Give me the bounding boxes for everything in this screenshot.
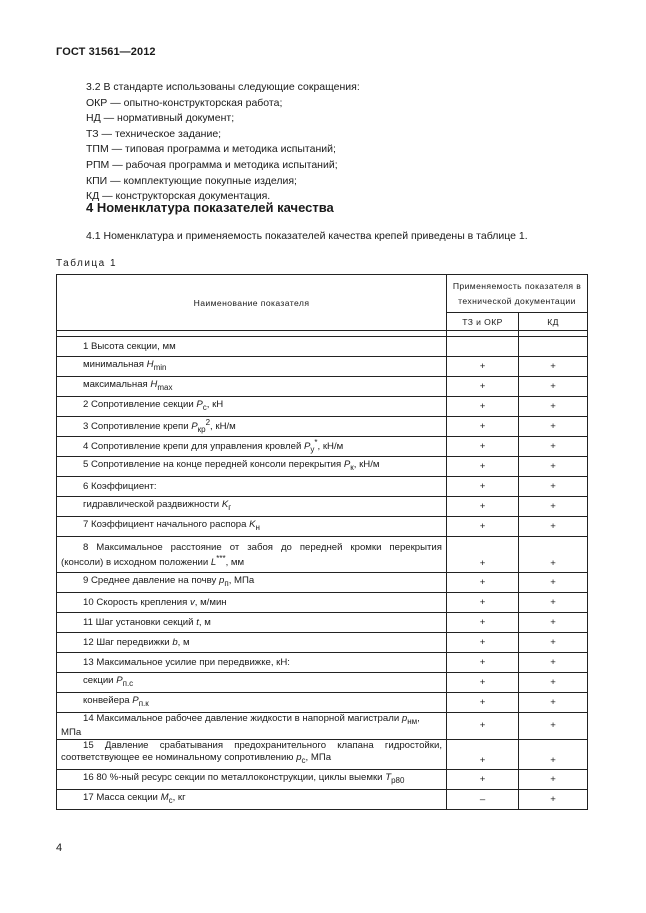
applicability-tz-okr: + (447, 713, 519, 740)
symbol-subscript: с (168, 796, 173, 806)
applicability-tz-okr: + (447, 497, 519, 517)
indicator-name (57, 769, 447, 789)
abbreviations-block (86, 80, 360, 205)
symbol-superscript: * (314, 438, 318, 448)
applicability-tz-okr: + (447, 769, 519, 789)
indicator-unit: , кН (206, 399, 224, 411)
applicability-kd: + (519, 477, 588, 497)
indicator-name (57, 497, 447, 517)
indicator-unit: , м/мин (194, 596, 227, 608)
applicability-kd: + (519, 713, 588, 740)
abbreviation-item: РПМ — рабочая программа и методика испытаний; (86, 158, 338, 171)
applicability-kd: + (519, 633, 588, 653)
applicability-kd: + (519, 437, 588, 457)
symbol-subscript: max (157, 383, 173, 393)
indicator-name (57, 653, 447, 673)
indicator-unit: , мм (225, 557, 245, 569)
applicability-kd: + (519, 673, 588, 693)
table-row (57, 357, 588, 377)
indicator-unit: , кН/м (317, 441, 344, 453)
indicator-text: 17 Масса секции (83, 792, 161, 804)
indicator-symbol: p (296, 751, 302, 763)
abbreviation-item: НД — нормативный документ; (86, 112, 235, 125)
indicator-text: 12 Шаг передвижки (83, 636, 173, 648)
indicator-text: 16 80 %-ный ресурс секции по металлоконструкции, циклы выемки (83, 772, 386, 784)
abbreviation-item: КД — конструкторская документация. (86, 190, 271, 203)
indicator-symbol: p (401, 713, 408, 724)
applicability-tz-okr: + (447, 573, 519, 593)
indicator-text: 11 Шаг установки секций (83, 616, 197, 628)
applicability-tz-okr: + (447, 673, 519, 693)
col-kd-header: КД (519, 313, 588, 331)
table-row (57, 457, 588, 477)
symbol-subscript: г (228, 503, 232, 513)
abbreviation-item: ОКР — опытно-конструкторская работа; (86, 96, 283, 109)
indicator-unit: , МПа (305, 751, 332, 763)
symbol-superscript: *** (216, 554, 226, 564)
table-row (57, 653, 588, 673)
applicability-kd: + (519, 377, 588, 397)
symbol-subscript: min (153, 363, 167, 373)
indicator-text: 1 Высота секции, мм (83, 340, 176, 352)
indicator-text: 4 Сопротивление крепи для управления кровлей (83, 441, 304, 453)
applicability-tz-okr: + (447, 739, 519, 769)
symbol-subscript: п.к (138, 699, 149, 709)
symbol-subscript: н (255, 523, 260, 533)
indicator-symbol: v (189, 596, 195, 608)
indicator-name (57, 693, 447, 713)
applicability-tz-okr: + (447, 517, 519, 537)
table-row (57, 593, 588, 613)
table-row (57, 769, 588, 789)
applicability-tz-okr (447, 337, 519, 357)
indicator-symbol: b (172, 636, 178, 648)
symbol-subscript: р80 (391, 776, 405, 786)
applicability-kd: + (519, 517, 588, 537)
applicability-kd: + (519, 593, 588, 613)
applicability-kd: + (519, 497, 588, 517)
applicability-tz-okr: + (447, 653, 519, 673)
indicator-unit: , кг (172, 792, 186, 804)
symbol-subscript: c (202, 403, 207, 413)
indicator-name (57, 457, 447, 477)
indicator-name (57, 593, 447, 613)
symbol-subscript: нм (407, 716, 418, 726)
indicator-text: 5 Сопротивление на конце передней консоли перекрытия (83, 459, 344, 471)
table-row (57, 673, 588, 693)
indicator-name (57, 673, 447, 693)
applicability-kd (519, 337, 588, 357)
table-row (57, 713, 588, 740)
applicability-kd: + (519, 789, 588, 809)
table-row (57, 789, 588, 809)
indicator-text: 10 Скорость крепления (83, 596, 190, 608)
indicator-symbol: P (343, 459, 351, 471)
indicator-unit: , МПа (61, 713, 420, 739)
indicator-name (57, 573, 447, 593)
indicator-symbol: P (196, 399, 203, 411)
symbol-subscript: к (350, 463, 354, 473)
applicability-tz-okr: + (447, 377, 519, 397)
col-tz-header: ТЗ и ОКР (447, 313, 519, 331)
table-row (57, 337, 588, 357)
table-row (57, 613, 588, 633)
indicator-symbol: T (385, 772, 392, 784)
applicability-kd: + (519, 397, 588, 417)
applicability-tz-okr: + (447, 613, 519, 633)
indicator-name (57, 537, 447, 573)
section-paragraph: 4.1 Номенклатура и применяемость показателей качества крепей приведены в таблице 1. (86, 230, 528, 242)
indicator-name (57, 377, 447, 397)
applicability-kd: + (519, 537, 588, 573)
indicator-text: 7 Коэффициент начального распора (83, 519, 250, 531)
indicator-text: 3 Сопротивление крепи (83, 421, 192, 433)
indicator-name (57, 337, 447, 357)
document-header: ГОСТ 31561—2012 (56, 46, 156, 58)
abbreviation-item: КПИ — комплектующие покупные изделия; (86, 174, 297, 187)
applicability-kd: + (519, 739, 588, 769)
abbreviation-item: ТЗ — техническое задание; (86, 127, 222, 140)
table-row (57, 397, 588, 417)
symbol-subscript: кр (197, 425, 206, 435)
indicator-text: 8 Максимальное расстояние от забоя до передней кромки перекрытия (консоли) в исходном положении (61, 541, 442, 569)
table-caption: Таблица 1 (56, 258, 118, 269)
indicator-text: 13 Максимальное усилие при передвижке, кН: (83, 656, 290, 668)
table-row (57, 633, 588, 653)
symbol-subscript: п (224, 579, 229, 589)
indicator-unit: , МПа (228, 575, 255, 587)
section-title: 4 Номенклатура показателей качества (86, 200, 334, 215)
table-row (57, 377, 588, 397)
indicator-text: гидравлической раздвижности (83, 499, 222, 511)
applicability-kd: + (519, 653, 588, 673)
indicator-unit: , кН/м (353, 459, 380, 471)
applicability-kd: + (519, 457, 588, 477)
applicability-tz-okr: – (447, 789, 519, 809)
quality-indicators-table (56, 274, 588, 810)
symbol-subscript: п.с (122, 679, 134, 689)
indicator-unit: , м (177, 636, 190, 648)
indicator-text: 6 Коэффициент: (83, 480, 157, 492)
indicator-symbol: H (146, 359, 154, 371)
table-row (57, 477, 588, 497)
abbreviations-intro: 3.2 В стандарте использованы следующие сокращения: (86, 81, 360, 93)
abbreviation-item: ТПМ — типовая программа и методика испытаний; (86, 143, 336, 156)
indicator-text: 2 Сопротивление секции (83, 399, 197, 411)
indicator-name (57, 789, 447, 809)
indicator-text: 14 Максимальное рабочее давление жидкости в напорной магистрали (83, 713, 402, 724)
indicator-symbol: P (132, 695, 139, 707)
table-row (57, 437, 588, 457)
applicability-kd: + (519, 769, 588, 789)
applicability-tz-okr: + (447, 457, 519, 477)
indicator-text: минимальная (83, 359, 147, 371)
indicator-symbol: p (219, 575, 225, 587)
applicability-tz-okr: + (447, 593, 519, 613)
indicator-symbol: K (249, 519, 256, 531)
indicator-symbol: L (210, 557, 217, 569)
table-row (57, 517, 588, 537)
indicator-text: конвейера (83, 695, 133, 707)
indicator-text: секции (83, 675, 117, 687)
indicator-name (57, 417, 447, 437)
indicator-unit: , кН/м (210, 421, 236, 433)
indicator-name (57, 633, 447, 653)
indicator-name (57, 397, 447, 417)
indicator-symbol: H (150, 379, 158, 391)
table-row (57, 537, 588, 573)
applicability-tz-okr: + (447, 397, 519, 417)
table-body (57, 337, 588, 810)
applicability-tz-okr: + (447, 693, 519, 713)
symbol-subscript: y (310, 445, 315, 455)
indicator-text: 15 Давление срабатывания предохранительного клапана гидростойки, соответствующее ее номинальному сопротивлению (61, 740, 442, 763)
applicability-tz-okr: + (447, 633, 519, 653)
applicability-kd: + (519, 357, 588, 377)
symbol-superscript: 2 (205, 418, 211, 428)
applicability-tz-okr: + (447, 437, 519, 457)
indicator-symbol: P (303, 441, 311, 453)
applicability-tz-okr: + (447, 417, 519, 437)
applicability-kd: + (519, 573, 588, 593)
indicator-name (57, 437, 447, 457)
indicator-name (57, 739, 447, 769)
applicability-tz-okr: + (447, 477, 519, 497)
table-row (57, 417, 588, 437)
indicator-name (57, 713, 447, 740)
indicator-symbol: P (191, 421, 198, 433)
indicator-symbol: P (116, 675, 123, 687)
applicability-tz-okr: + (447, 537, 519, 573)
group-header: Применяемость показателя в технической документации (447, 275, 588, 313)
table-row (57, 739, 588, 769)
indicator-name (57, 613, 447, 633)
applicability-kd: + (519, 613, 588, 633)
applicability-kd: + (519, 417, 588, 437)
applicability-tz-okr: + (447, 357, 519, 377)
indicator-name (57, 357, 447, 377)
indicator-text: 9 Среднее давление на почву (83, 575, 219, 587)
indicator-name (57, 477, 447, 497)
table-row (57, 497, 588, 517)
table-row (57, 693, 588, 713)
symbol-subscript: с (301, 755, 306, 765)
col-name-header: Наименование показателя (57, 275, 447, 331)
table-row (57, 573, 588, 593)
indicator-unit: , м (198, 616, 211, 628)
applicability-kd: + (519, 693, 588, 713)
indicator-symbol: t (196, 616, 199, 628)
indicator-symbol: K (221, 499, 229, 511)
indicator-name (57, 517, 447, 537)
page-number: 4 (56, 842, 63, 854)
indicator-text: максимальная (83, 379, 151, 391)
indicator-symbol: M (160, 792, 169, 804)
